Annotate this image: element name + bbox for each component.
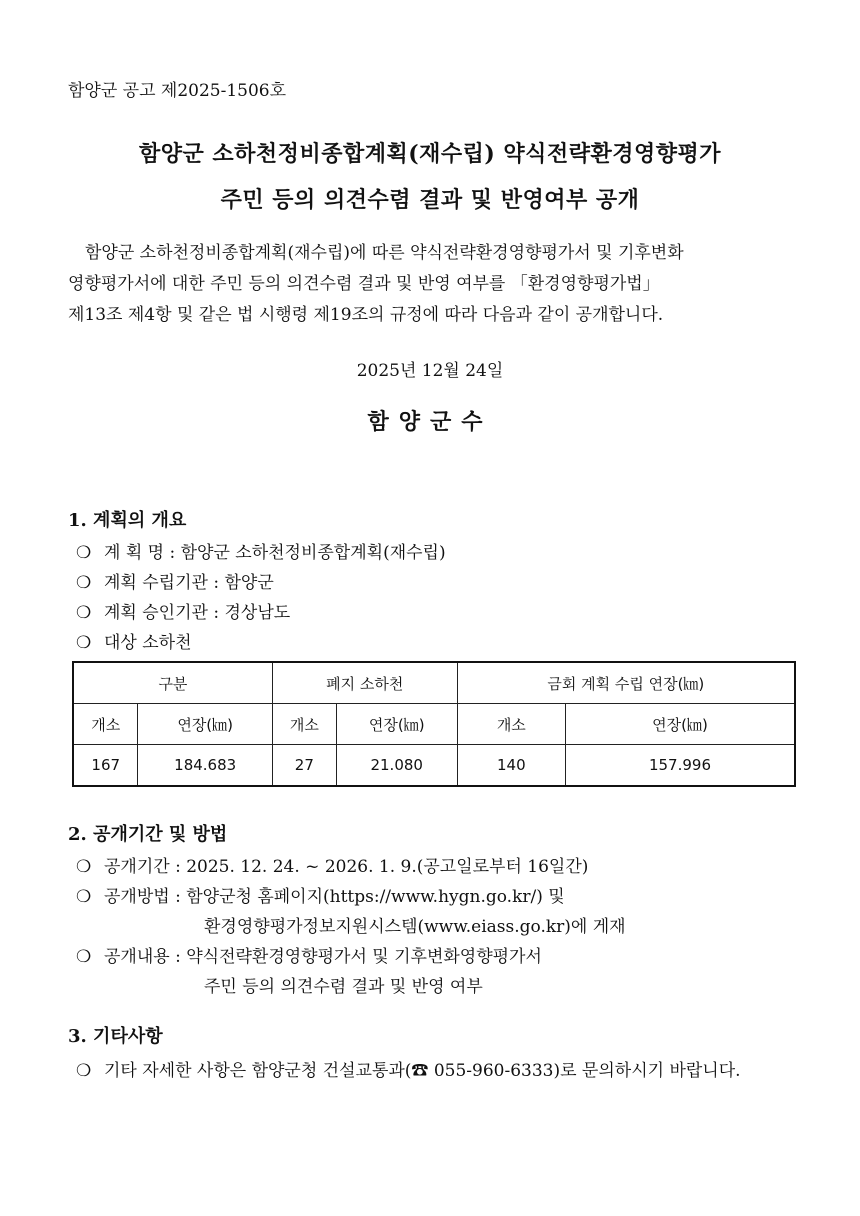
table-subheader: 개소: [272, 704, 336, 745]
document-title-line-1: 함양군 소하천정비종합계획(재수립) 약식전략환경영향평가: [139, 141, 721, 167]
table-group-header-row: [73, 662, 795, 704]
table-cell: 167: [73, 745, 138, 787]
bullet-mark: ❍: [76, 887, 92, 907]
document-title-line-2: 주민 등의 의견수렴 결과 및 반영여부 공개: [220, 187, 640, 213]
table-cell: 27: [272, 745, 336, 787]
section-2-item-period: ❍ 공개기간 : 2025. 12. 24. ~ 2026. 1. 9.(공고일로부터 16일간): [76, 857, 589, 877]
section-1-heading: 1. 계획의 개요: [68, 510, 187, 531]
intro-line-3: 제13조 제4항 및 같은 법 시행령 제19조의 규정에 따라 다음과 같이 공개합니다.: [68, 305, 664, 325]
bullet-mark: ❍: [76, 947, 92, 967]
table-subheader: 연장(㎞): [565, 704, 795, 745]
table-subheader: 개소: [457, 704, 565, 745]
table-row: [73, 745, 795, 787]
notice-date: 2025년 12월 24일: [356, 361, 504, 381]
section-2-method-continuation: 환경영향평가정보지원시스템(www.eiass.go.kr)에 게재: [204, 917, 626, 937]
small-stream-table: [72, 661, 796, 787]
table-subheader: 개소: [73, 704, 138, 745]
section-1-item-approval-org: ❍ 계획 승인기관 : 경상남도: [76, 603, 291, 623]
table-subheader: 연장(㎞): [138, 704, 272, 745]
section-1-item-plan-org: ❍ 계획 수립기관 : 함양군: [76, 573, 274, 593]
table-group-header: 폐지 소하천: [272, 662, 457, 704]
section-2-item-content: ❍ 공개내용 : 약식전략환경영향평가서 및 기후변화영향평가서: [76, 947, 542, 967]
bullet-mark: ❍: [76, 633, 92, 653]
bullet-mark: ❍: [76, 543, 92, 563]
section-1-item-plan-name: ❍ 계 획 명 : 함양군 소하천정비종합계획(재수립): [76, 543, 446, 563]
section-2-item-method: ❍ 공개방법 : 함양군청 홈페이지(https://www.hygn.go.kr/) 및: [76, 887, 565, 907]
intro-paragraph: [68, 238, 792, 331]
table-cell: 21.080: [336, 745, 457, 787]
notice-number: 함양군 공고 제2025-1506호: [68, 81, 287, 101]
section-3-heading: 3. 기타사항: [68, 1026, 163, 1047]
section-2-heading: 2. 공개기간 및 방법: [68, 824, 228, 845]
table-group-header: 구분: [73, 662, 272, 704]
issuer: 함양군수: [367, 409, 493, 435]
intro-line-2: 영향평가서에 대한 주민 등의 의견수렴 결과 및 반영 여부를 「환경영향평가법」: [68, 274, 660, 294]
table-cell: 140: [457, 745, 565, 787]
section-2-content-continuation: 주민 등의 의견수렴 결과 및 반영 여부: [204, 977, 483, 997]
bullet-mark: ❍: [76, 573, 92, 593]
bullet-mark: ❍: [76, 603, 92, 623]
bullet-mark: ❍: [76, 1061, 92, 1081]
section-1-item-target-streams: ❍ 대상 소하천: [76, 633, 192, 653]
table-subheader: 연장(㎞): [336, 704, 457, 745]
table-cell: 157.996: [565, 745, 795, 787]
bullet-mark: ❍: [76, 857, 92, 877]
table-cell: 184.683: [138, 745, 272, 787]
table-subheader-row: [73, 704, 795, 745]
intro-line-1: 함양군 소하천정비종합계획(재수립)에 따른 약식전략환경영향평가서 및 기후변화: [85, 243, 684, 263]
section-3-item-contact: ❍ 기타 자세한 사항은 함양군청 건설교통과(☎ 055-960-6333)로 문의하시기 바랍니다.: [76, 1061, 741, 1081]
table-group-header: 금회 계획 수립 연장(㎞): [457, 662, 795, 704]
